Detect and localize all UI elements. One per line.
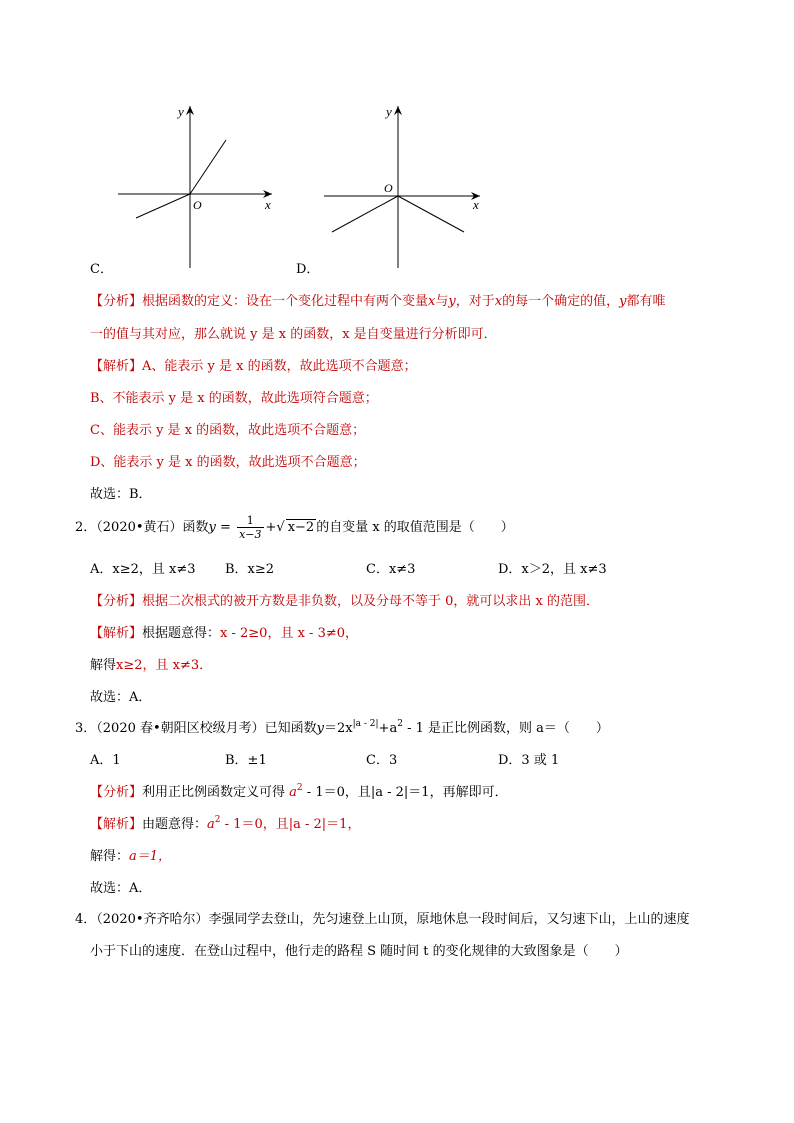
q3-answer: 故选：A． [90, 881, 152, 896]
q2-option-d: D．x＞2，且 x≠3 [498, 562, 607, 577]
analysis-tag: 【分析】 [90, 294, 143, 309]
q3-analysis: 【分析】利用正比例函数定义可得 $a^2 - 1=0$，且|a - 2|＝1，再解即可． [90, 783, 508, 800]
q1-solution-d: D、能表示 y 是 x 的函数，故此选项不合题意； [90, 455, 366, 470]
graph-c-y-label: y [178, 104, 184, 119]
graph-d-line-left [332, 196, 398, 232]
q3-solve: 解得：a＝1， [90, 849, 172, 864]
graph-c-origin: O [193, 198, 202, 212]
q3-option-a: A．1 [90, 753, 121, 768]
graph-c-label: C． [90, 262, 113, 277]
q3-option-d: D．3 或 1 [498, 753, 560, 768]
q2-option-b: B．x≥2 [225, 562, 275, 577]
q2-option-c: C．x≠3 [366, 562, 416, 577]
q4-stem-line1: 4．（2020•齐齐哈尔）李强同学去登山，先匀速登上山顶，原地休息一段时间后，又匀速下山，上山的速度 [75, 912, 690, 927]
q2-solve: 解得x≥2，且 x≠3． [90, 658, 213, 673]
graph-c-line-left [136, 194, 190, 218]
q1-solution-b: B、不能表示 y 是 x 的函数，故此选项符合题意； [90, 391, 378, 406]
graph-d-origin: O [384, 181, 393, 195]
q2-fraction: $\frac{1}{x-3}$ [239, 514, 262, 541]
q1-analysis-line1: 【分析】根据函数的定义：设在一个变化过程中有两个变量x与y，对于x的每一个确定的值，y都有唯 [90, 294, 666, 309]
solution-tag: 【解析】 [90, 359, 143, 374]
graph-c-line-right [190, 140, 226, 194]
q2-analysis: 【分析】根据二次根式的被开方数是非负数，以及分母不等于 0，就可以求出 x 的范围． [90, 594, 600, 609]
q1-solution-a: 【解析】A、能表示 y 是 x 的函数，故此选项不合题意； [90, 359, 417, 374]
q2-answer: 故选：A． [90, 690, 152, 705]
q2-option-a: A．x≥2，且 x≠3 [90, 562, 196, 577]
graph-d [316, 100, 486, 272]
graph-d-x-label: x [473, 197, 479, 212]
q1-solution-c: C、能表示 y 是 x 的函数，故此选项不合题意； [90, 423, 366, 438]
q4-stem-line2: 小于下山的速度．在登山过程中，他行走的路程 S 随时间 t 的变化规律的大致图象是（ ） [90, 944, 628, 959]
q3-solution: 【解析】由题意得：$a^2 - 1=0$，且|a - 2|＝1， [90, 815, 361, 832]
q3-option-b: B．±1 [225, 753, 267, 768]
graph-d-line-right [398, 196, 464, 232]
graph-d-label: D． [296, 262, 320, 277]
graph-c-x-label: x [265, 197, 271, 212]
q3-stem: 3．（2020 春•朝阳区校级月考）已知函数$y=2x^{|a - 2|}+a^2 - 1$ 是正比例函数，则 a＝（ ） [75, 719, 609, 736]
q3-option-c: C．3 [366, 753, 398, 768]
graph-c [110, 100, 280, 272]
q1-analysis-line2: 一的值与其对应，那么就说 y 是 x 的函数，x 是自变量进行分析即可． [90, 327, 497, 342]
q2-solution: 【解析】根据题意得：x - 2≥0，且 x - 3≠0， [90, 626, 359, 641]
q1-answer: 故选：B． [90, 487, 152, 502]
q2-sqrt: x−2 [287, 520, 315, 535]
graph-d-y-label: y [386, 104, 392, 119]
q2-stem: 2．（2020•黄石）函数y = $\frac{1}{x-3}$ +√ x−2 的自变量 x 的取值范围是（ ） [75, 514, 514, 541]
